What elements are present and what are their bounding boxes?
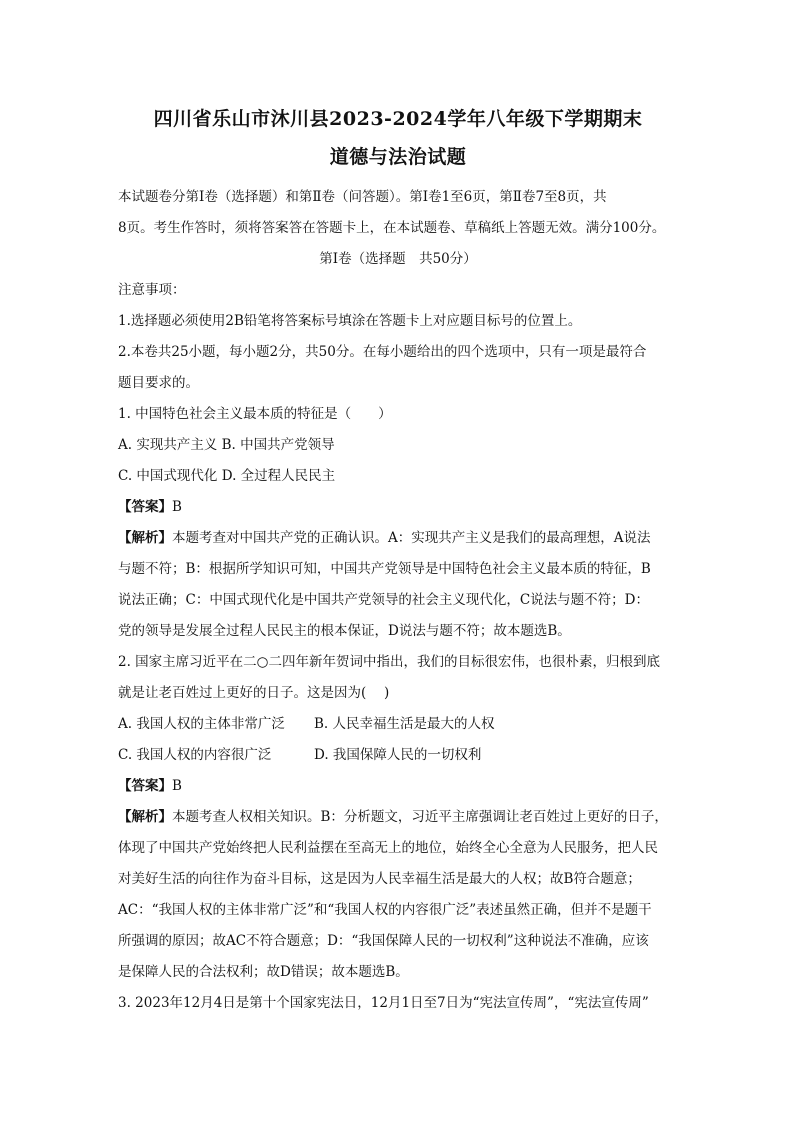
q2-analysis-line2: 体现了中国共产党始终把人民利益摆在至高无上的地位，始终全心全意为人民服务，把人民 — [118, 840, 658, 856]
q1-analysis-line4: 党的领导是发展全过程人民民主的根本保证，D说法与题不符；故本题选B。 — [118, 623, 571, 639]
q2-options-row2 — [118, 740, 678, 771]
q2-option-a: A. 我国人权的主体非常广泛 — [118, 716, 285, 732]
analysis-tag: 【解析】 — [118, 809, 172, 825]
notice-item2-line2: 题目要求的。 — [118, 375, 199, 391]
q2-analysis-line3: 对美好生活的向往作为奋斗目标，这是因为人民幸福生活是最大的人权；故B符合题意； — [118, 871, 641, 887]
q2-analysis-line4: AC：“我国人权的主体非常广泛”和“我国人权的内容很广泛”表述虽然正确，但并不是题干 — [118, 902, 652, 918]
exam-title-line2: 道德与法治试题 — [329, 146, 467, 168]
notice-block — [118, 275, 678, 399]
q2-analysis-line1 — [118, 802, 678, 833]
analysis-text: 本题考查对中国共产党的正确认识。A：实现共产主义是我们的最高理想，A说法 — [172, 530, 651, 546]
q1-analysis-line3: 说法正确；C：中国式现代化是中国共产党领导的社会主义现代化，C说法与题不符；D： — [118, 592, 649, 608]
answer-tag: 【答案】 — [118, 499, 172, 515]
notice-item1: 1.选择题必须使用2B铅笔将答案标号填涂在答题卡上对应题目标号的位置上。 — [118, 313, 582, 329]
q1-analysis-line1 — [118, 523, 678, 554]
q2-analysis-line5: 所强调的原因；故AC不符合题意；D：“我国保障人民的一切权利”这种说法不准确，应该 — [118, 933, 649, 949]
q2-options-row1 — [118, 709, 678, 740]
answer-value: B — [172, 778, 182, 794]
exam-title-line1: 四川省乐山市沐川县2023-2024学年八年级下学期期末 — [153, 108, 643, 130]
question-3 — [118, 988, 678, 1019]
exam-page — [118, 100, 678, 1019]
intro-line1: 本试题卷分第Ⅰ卷（选择题）和第Ⅱ卷（问答题）。第Ⅰ卷1至6页，第Ⅱ卷7至8页，共 — [118, 189, 607, 205]
exam-intro — [118, 182, 678, 275]
q1-options-line2: C. 中国式现代化 D. 全过程人民民主 — [118, 468, 336, 484]
q2-answer — [118, 771, 678, 802]
q1-analysis-line2: 与题不符；B：根据所学知识可知，中国共产党领导是中国特色社会主义最本质的特征，B — [118, 561, 651, 577]
question-1 — [118, 399, 678, 647]
analysis-tag: 【解析】 — [118, 530, 172, 546]
q2-analysis-line6: 是保障人民的合法权利；故D错误；故本题选B。 — [118, 964, 409, 980]
q2-stem-line1: 2. 国家主席习近平在二○二四年新年贺词中指出，我们的目标很宏伟，也很朴素，归根到底 — [118, 654, 660, 670]
section-title: 第Ⅰ卷（选择题 共50分） — [319, 251, 477, 267]
intro-line2: 8页。考生作答时，须将答案答在答题卡上，在本试题卷、草稿纸上答题无效。满分100分。 — [118, 220, 666, 236]
q1-answer — [118, 492, 678, 523]
analysis-text: 本题考查人权相关知识。B：分析题文，习近平主席强调让老百姓过上更好的日子， — [172, 809, 668, 825]
q2-stem-line2: 就是让老百姓过上更好的日子。这是因为( ) — [118, 685, 390, 701]
notice-heading: 注意事项： — [118, 282, 186, 298]
q2-option-c: C. 我国人权的内容很广泛 — [118, 747, 272, 763]
q3-stem-line1: 3. 2023年12月4日是第十个国家宪法日，12月1日至7日为“宪法宣传周”，“宪法宣传周” — [118, 995, 649, 1011]
answer-value: B — [172, 499, 182, 515]
q2-option-d: D. 我国保障人民的一切权利 — [314, 747, 482, 763]
q1-stem: 1. 中国特色社会主义最本质的特征是（ ） — [118, 406, 392, 422]
q2-option-b: B. 人民幸福生活是最大的人权 — [314, 716, 495, 732]
notice-item2-line1: 2.本卷共25小题，每小题2分，共50分。在每小题给出的四个选项中，只有一项是最符合 — [118, 344, 647, 360]
q1-options-line1: A. 实现共产主义 B. 中国共产党领导 — [118, 437, 335, 453]
question-2 — [118, 647, 678, 988]
answer-tag: 【答案】 — [118, 778, 172, 794]
